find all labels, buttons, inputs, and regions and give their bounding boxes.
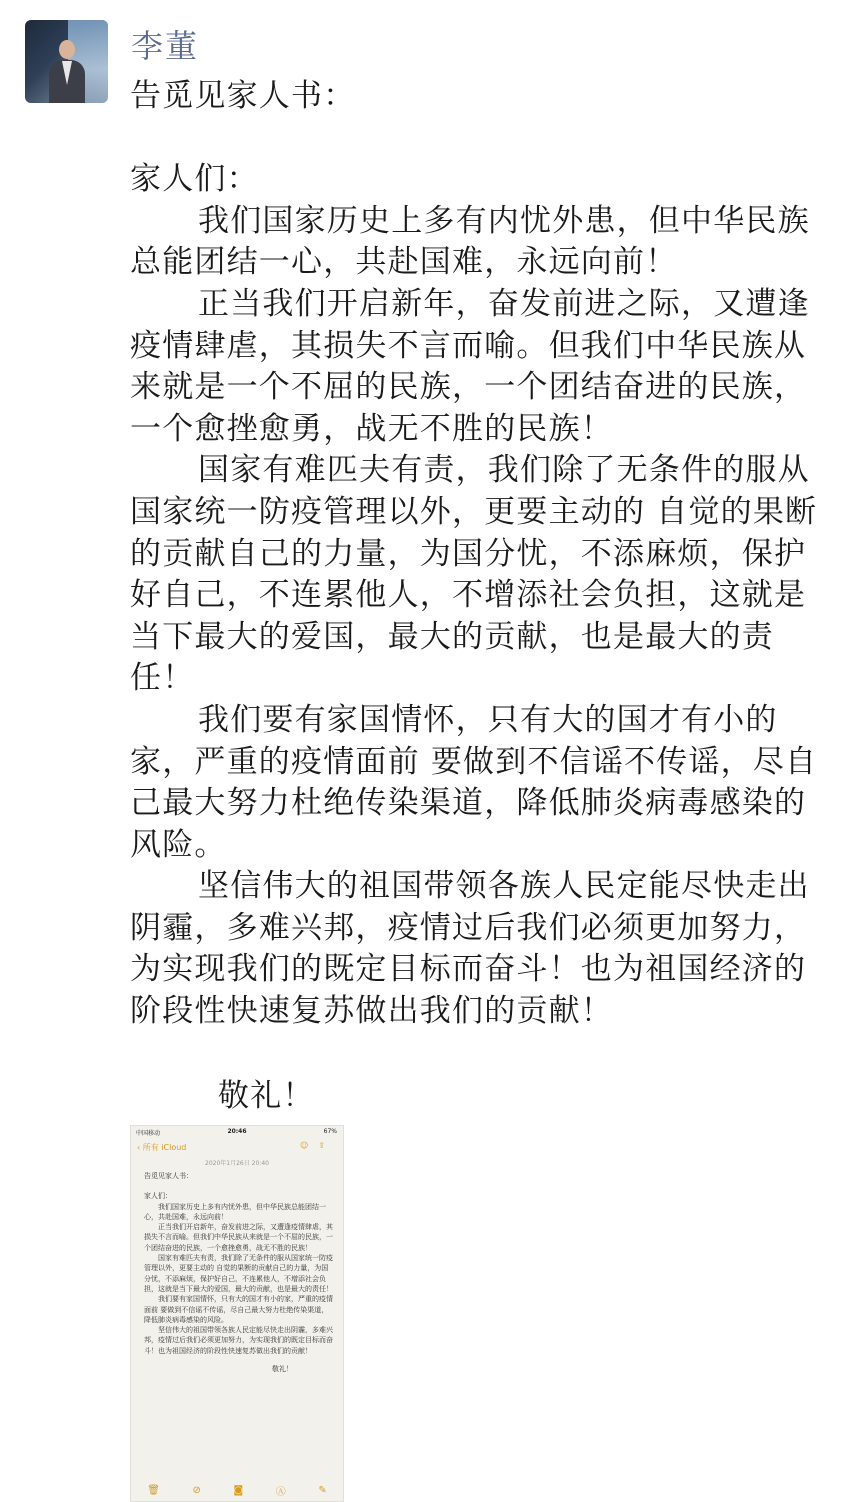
compose-icon: ✎ <box>318 1484 327 1496</box>
notes-nav-icons <box>300 1141 335 1150</box>
message-paragraph: 国家有难匹夫有责，我们除了无条件的服从国家统一防疫管理以外，更要主动的 自觉的果断的贡献自己的力量，为国分忧，不添麻烦，保护好自己，不连累他人，不增添社会负担，这就是当下最大的爱国，最大的贡献，也是最大的责任！ <box>130 452 818 697</box>
sender-name[interactable]: 李董 <box>131 27 200 65</box>
note-closing: 敬礼！ <box>272 1365 293 1374</box>
notes-content <box>131 1167 343 1374</box>
message-greeting: 家人们： <box>130 161 259 198</box>
note-paragraph: 正当我们开启新年，奋发前进之际，又遭逢疫情肆虐，其损失不言而喻。但我们中华民族从来就是一个不屈的民族，一个团结奋进的民族，一个愈挫愈勇，战无不胜的民族！ <box>144 1223 333 1252</box>
avatar[interactable] <box>25 20 108 103</box>
phone-carrier: 中国移动 <box>136 1130 161 1137</box>
message-title: 告觅见家人书： <box>130 78 356 114</box>
checklist-icon: ⊘ <box>192 1484 201 1496</box>
message-paragraph: 我们国家历史上多有内忧外患，但中华民族总能团结一心，共赴国难，永远向前！ <box>130 202 810 281</box>
avatar-person-head <box>59 40 75 59</box>
notes-toolbar <box>131 1481 343 1499</box>
note-greeting: 家人们： <box>144 1192 172 1201</box>
note-title: 告觅见家人书： <box>144 1172 193 1180</box>
note-paragraph: 国家有难匹夫有责，我们除了无条件的服从国家统一防疫管理以外，更要主动的 自觉的果断的贡献自己的力量，为国分忧，不添麻烦，保护好自己，不连累他人，不增添社会负担，这就是当下最大的爱国，最大的贡献，也是最大的责任！ <box>144 1254 333 1293</box>
note-paragraph: 我们要有家国情怀，只有大的国才有小的家，严重的疫情面前 要做到不信谣不传谣，尽自己最大努力杜绝传染渠道，降低肺炎病毒感染的风险。 <box>144 1295 333 1324</box>
share-person-icon: ☺ <box>299 1141 319 1150</box>
note-paragraph: 坚信伟大的祖国带领各族人民定能尽快走出阴霾，多难兴邦，疫情过后我们必须更加努力，为实现我们的既定目标而奋斗！也为祖国经济的阶段性快速复苏做出我们的贡献！ <box>144 1326 333 1355</box>
phone-time: 20:46 <box>227 1128 247 1135</box>
camera-icon: ◙ <box>233 1484 244 1496</box>
message-closing: 敬礼！ <box>218 1078 315 1115</box>
phone-battery: 67% <box>323 1128 337 1135</box>
message-paragraph: 坚信伟大的祖国带领各族人民定能尽快走出阴霾，多难兴邦，疫情过后我们必须更加努力，为实现我们的既定目标而奋斗！也为祖国经济的阶段性快速复苏做出我们的贡献！ <box>130 868 810 1030</box>
markup-icon: Ⓐ <box>275 1486 286 1498</box>
notes-date: 2020年1月26日 20:40 <box>205 1160 269 1167</box>
phone-status-bar <box>131 1126 343 1138</box>
note-paragraph: 我们国家历史上多有内忧外患，但中华民族总能团结一心，共赴国难，永远向前！ <box>144 1202 326 1221</box>
message-paragraph: 正当我们开启新年，奋发前进之际，又遭逢疫情肆虐，其损失不言而喻。但我们中华民族从来就是一个不屈的民族，一个团结奋进的民族，一个愈挫愈勇，战无不胜的民族！ <box>130 285 810 447</box>
attached-screenshot[interactable] <box>130 1125 344 1502</box>
notes-navbar <box>131 1138 343 1156</box>
notes-back-button: ‹ 所有 iCloud <box>137 1143 187 1152</box>
trash-icon: 🗑 <box>147 1484 160 1496</box>
message-bubble <box>130 76 830 1118</box>
notes-back-label: 所有 iCloud <box>142 1143 187 1152</box>
message-paragraph: 我们要有家国情怀，只有大的国才有小的家，严重的疫情面前 要做到不信谣不传谣，尽自己最大努力杜绝传染渠道，降低肺炎病毒感染的风险。 <box>130 701 818 863</box>
share-icon: ⇪ <box>318 1141 335 1150</box>
